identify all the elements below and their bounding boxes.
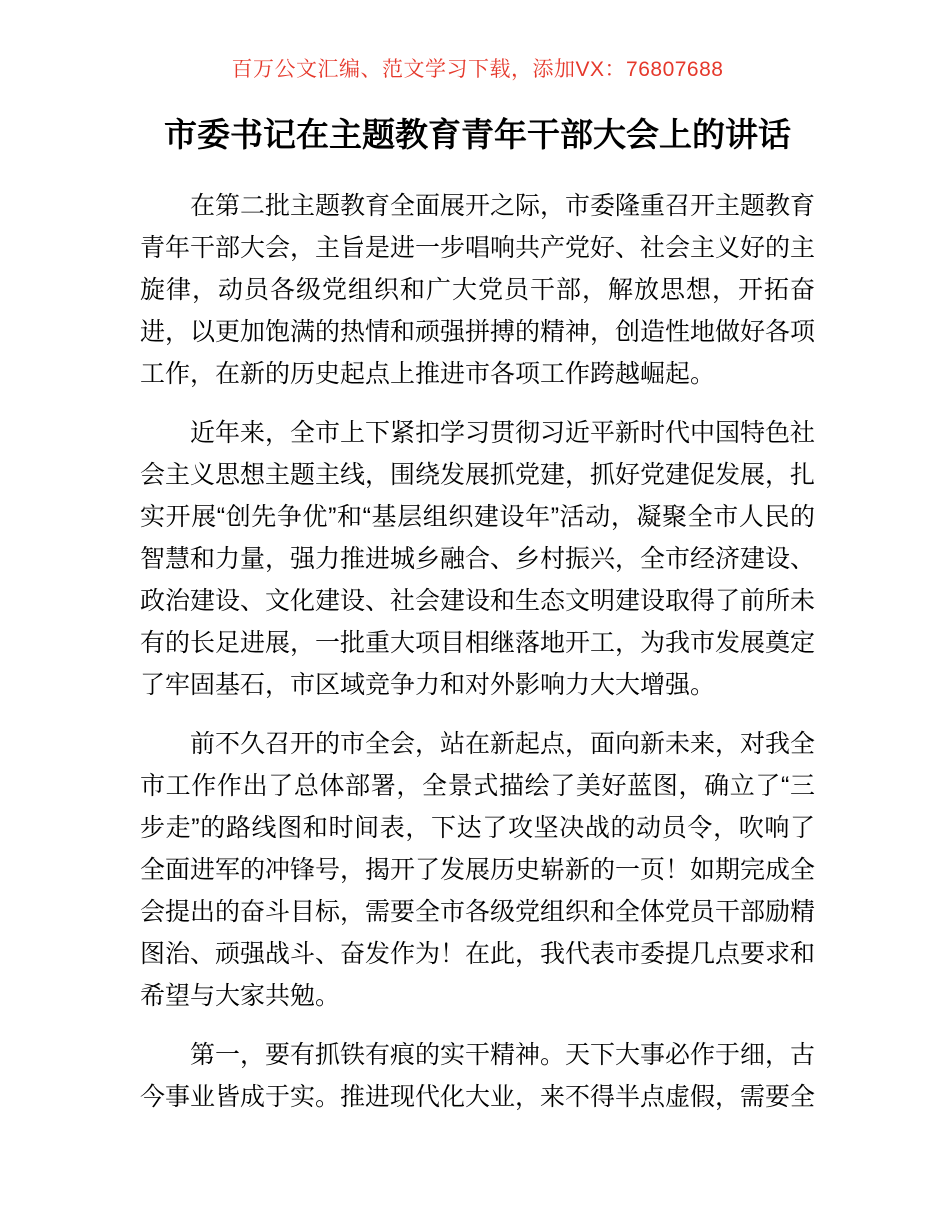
watermark-banner: 百万公文汇编、范文学习下载，添加VX：76807688 [231,58,724,81]
paragraph-1: 在第二批主题教育全面展开之际，市委隆重召开主题教育青年干部大会，主旨是进一步唱响共产党好、社会主义好的主旋律，动员各级党组织和广大党员干部，解放思想，开拓奋进，以更加饱满的热情和顽强拼搏的精神，创造性地做好各项工作，在新的历史起点上推进市各项工作跨越崛起。 [140,192,816,388]
document-title: 市委书记在主题教育青年干部大会上的讲话 [164,116,791,153]
document-body [140,185,815,1118]
paragraph-3: 前不久召开的市全会，站在新起点，面向新未来，对我全市工作作出了总体部署，全景式描绘了美好蓝图，确立了“三步走”的路线图和时间表，下达了攻坚决战的动员令，吹响了全面进军的冲锋号，揭开了发展历史崭新的一页！如期完成全会提出的奋斗目标，需要全市各级党组织和全体党员干部励精图治、顽强战斗、奋发作为！在此，我代表市委提几点要求和希望与大家共勉。 [140,730,816,1010]
paragraph-2: 近年来，全市上下紧扣学习贯彻习近平新时代中国特色社会主义思想主题主线，围绕发展抓党建，抓好党建促发展，扎实开展“创先争优”和“基层组织建设年”活动，凝聚全市人民的智慧和力量，强力推进城乡融合、乡村振兴，全市经济建设、政治建设、文化建设、社会建设和生态文明建设取得了前所未有的长足进展，一批重大项目相继落地开工，为我市发展奠定了牢固基石，市区域竞争力和对外影响力大大增强。 [140,419,816,699]
paragraph-4: 第一，要有抓铁有痕的实干精神。天下大事必作于细，古今事业皆成于实。推进现代化大业，来不得半点虚假，需要全 [140,1041,816,1111]
